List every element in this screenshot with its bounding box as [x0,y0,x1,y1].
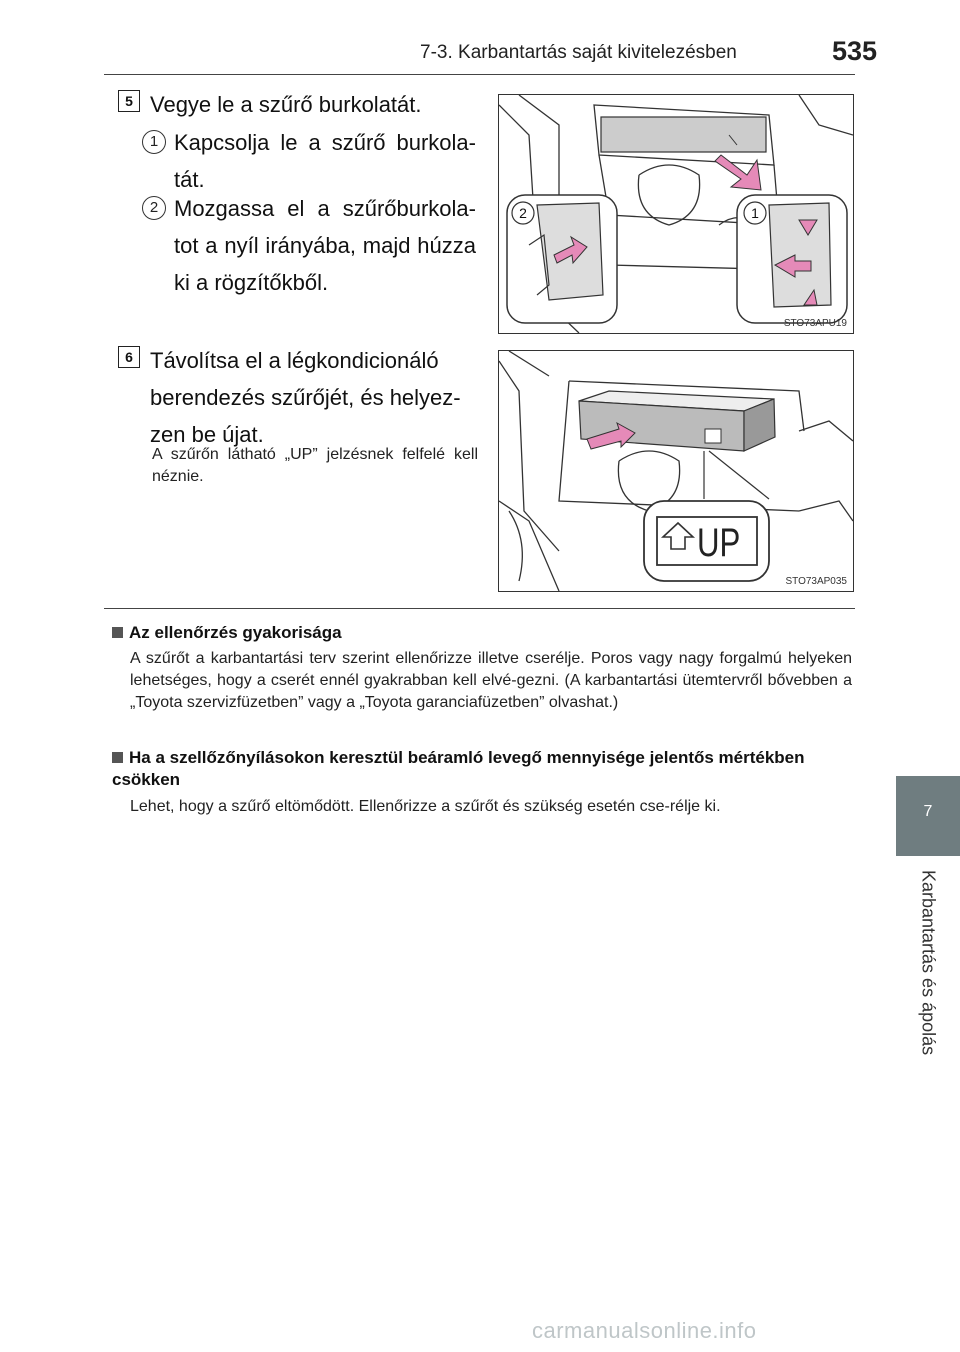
substep-1-text: Kapcsolja le a szűrő burkola-tát. [174,130,476,192]
figure-code: STO73APU19 [783,318,847,329]
header-rule [104,74,855,75]
section-bullet-icon [112,752,123,763]
substep-number-2: 2 [142,196,166,220]
chapter-title-vertical-wrap [896,870,960,1100]
substep-number-1: 1 [142,130,166,154]
figure-code: STO73AP035 [785,576,847,587]
step-number-5: 5 [118,90,140,112]
figure-callout-1: 1 [751,205,759,221]
section-2-body: Lehet, hogy a szűrő eltömődött. Ellenőrizze a szűrőt és szükség esetén cse-rélje ki. [130,798,721,815]
section-1-heading-text: Az ellenőrzés gyakorisága [129,623,342,642]
section-separator [104,608,855,609]
section-1-body: A szűrőt a karbantartási terv szerint ellenőrizze illetve cserélje. Poros vagy nagy forgalmú helyeken lehetséges, hogy a cserét ennél gyakrabban kell elvé-gezni. (A karbantartási ütemtervről bővebben a „Toyota szervizfüzetben” vagy a „Toyota garanciafüzetben” olvashat.) [130,650,852,711]
chapter-title: Karbantartás és ápolás [918,870,939,1056]
section-bullet-icon [112,627,123,638]
ac-filter-drawing [499,351,853,591]
watermark: carmanualsonline.info [532,1318,757,1343]
step6-title: Távolítsa el a légkondicionáló berendezés szűrőjét, és helyez-zen be újat. [150,348,461,447]
step6-note: A szűrőn látható „UP” jelzésnek felfelé kell néznie. [152,446,478,485]
figure-callout-2: 2 [519,205,527,221]
chapter-number: 7 [923,803,933,820]
filter-cover-illustration [498,94,854,334]
page-number: 535 [832,36,878,66]
substep-2-text: Mozgassa el a szűrőburkola-tot a nyíl irányába, majd húzza ki a rögzítőkből. [174,196,476,295]
ac-filter-illustration [498,350,854,592]
step5-title: Vegye le a szűrő burkolatát. [150,92,422,117]
step-number-6: 6 [118,346,140,368]
section-2-heading [112,747,854,791]
section-2-heading-text: Ha a szellőzőnyílásokon keresztül beáramló levegő mennyisége jelentős mértékben csökken [112,748,805,789]
section-1-heading [112,622,852,644]
chapter-tab [896,776,960,856]
up-label-large: UP [697,521,741,565]
filter-cover-drawing [499,95,853,333]
running-header-title: 7-3. Karbantartás saját kivitelezésben [420,42,737,63]
